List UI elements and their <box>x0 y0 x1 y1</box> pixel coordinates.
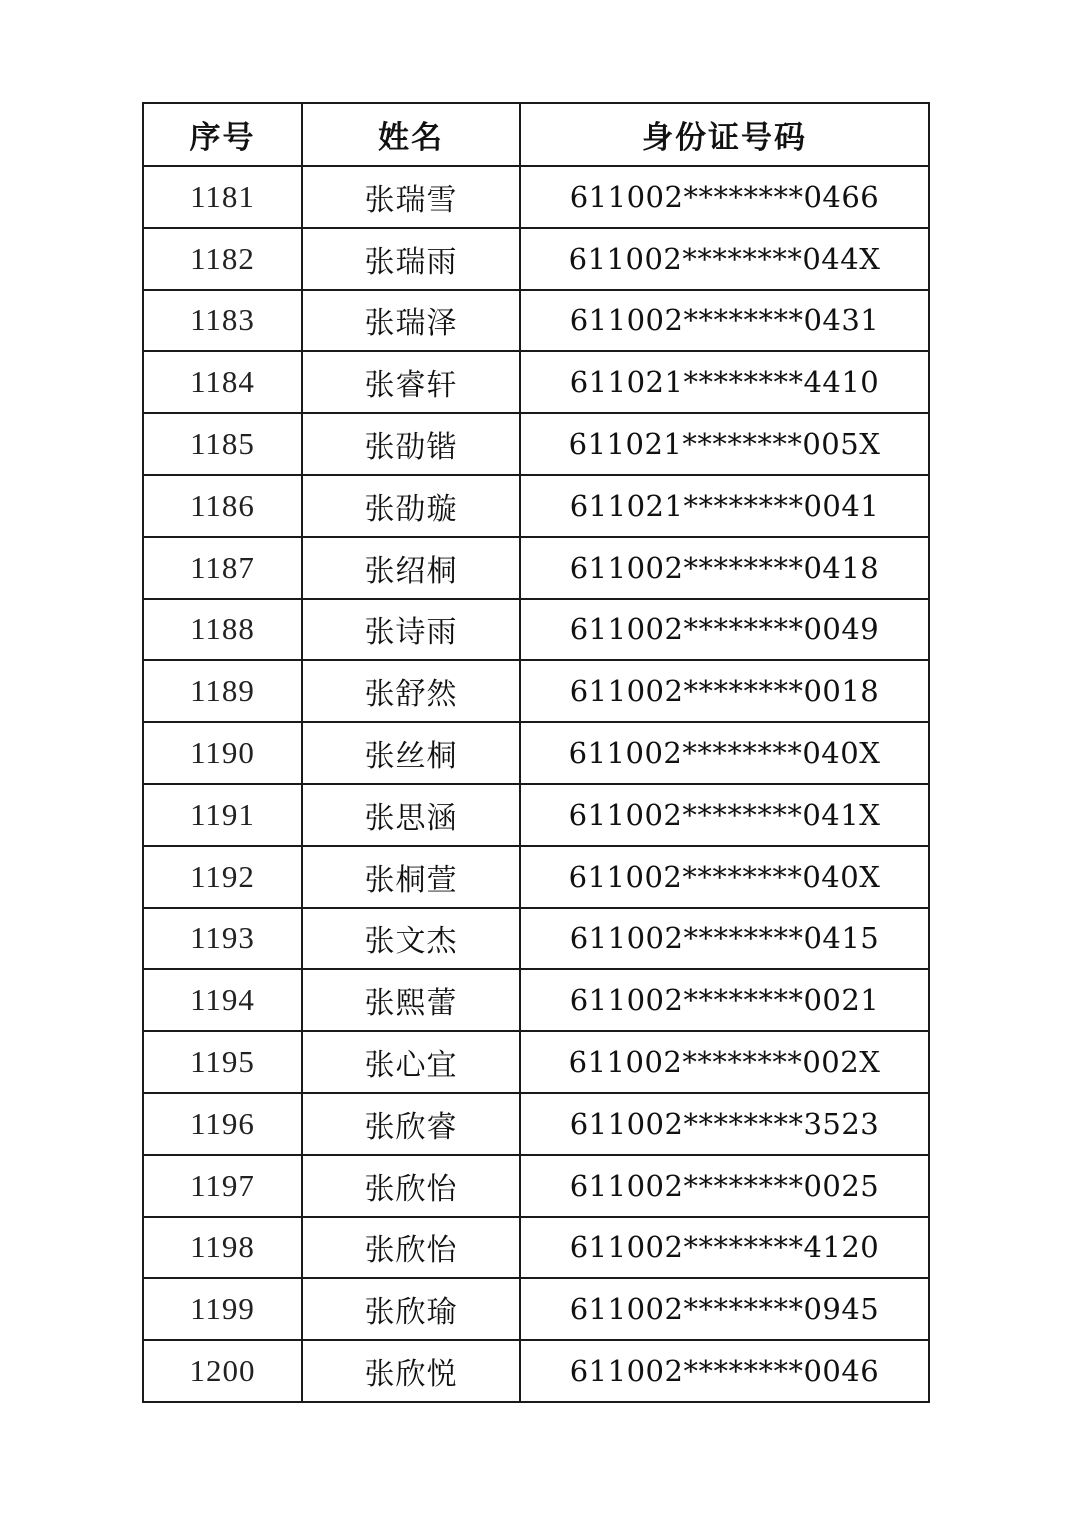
header-seq: 序号 <box>143 103 302 166</box>
table-row <box>143 290 929 352</box>
row-seq-cell: 1187 <box>143 537 302 599</box>
table-row <box>143 969 929 1031</box>
table-body <box>143 166 929 1402</box>
row-id-cell: 611002********0018 <box>520 660 929 722</box>
row-name-cell: 张文杰 <box>302 908 520 970</box>
row-id-cell: 611002********0466 <box>520 166 929 228</box>
row-id-cell: 611002********0415 <box>520 908 929 970</box>
row-id-cell: 611002********4120 <box>520 1217 929 1279</box>
row-name-cell: 张舒然 <box>302 660 520 722</box>
row-seq-cell: 1191 <box>143 784 302 846</box>
row-name-cell: 张诗雨 <box>302 599 520 661</box>
row-seq-cell: 1182 <box>143 228 302 290</box>
table-row <box>143 846 929 908</box>
row-name-cell: 张欣怡 <box>302 1217 520 1279</box>
table-row <box>143 475 929 537</box>
table-row <box>143 1093 929 1155</box>
row-seq-cell: 1194 <box>143 969 302 1031</box>
table-row <box>143 599 929 661</box>
row-id-cell: 611002********3523 <box>520 1093 929 1155</box>
row-name-cell: 张思涵 <box>302 784 520 846</box>
row-seq-cell: 1197 <box>143 1155 302 1217</box>
row-name-cell: 张欣悦 <box>302 1340 520 1402</box>
table-row <box>143 166 929 228</box>
row-seq-cell: 1183 <box>143 290 302 352</box>
row-name-cell: 张欣睿 <box>302 1093 520 1155</box>
row-seq-cell: 1200 <box>143 1340 302 1402</box>
table-row <box>143 351 929 413</box>
row-name-cell: 张桐萱 <box>302 846 520 908</box>
table-row <box>143 228 929 290</box>
row-id-cell: 611002********0021 <box>520 969 929 1031</box>
table-row <box>143 413 929 475</box>
table-row <box>143 660 929 722</box>
row-name-cell: 张睿轩 <box>302 351 520 413</box>
table-row <box>143 1278 929 1340</box>
row-id-cell: 611021********0041 <box>520 475 929 537</box>
row-name-cell: 张丝桐 <box>302 722 520 784</box>
table-row <box>143 1031 929 1093</box>
row-seq-cell: 1199 <box>143 1278 302 1340</box>
row-id-cell: 611002********002X <box>520 1031 929 1093</box>
row-seq-cell: 1190 <box>143 722 302 784</box>
row-seq-cell: 1195 <box>143 1031 302 1093</box>
table-row <box>143 908 929 970</box>
table-row <box>143 1340 929 1402</box>
row-id-cell: 611002********0431 <box>520 290 929 352</box>
row-id-cell: 611021********4410 <box>520 351 929 413</box>
row-id-cell: 611002********0945 <box>520 1278 929 1340</box>
table-row <box>143 1217 929 1279</box>
row-seq-cell: 1184 <box>143 351 302 413</box>
row-seq-cell: 1188 <box>143 599 302 661</box>
row-name-cell: 张心宜 <box>302 1031 520 1093</box>
row-seq-cell: 1192 <box>143 846 302 908</box>
row-name-cell: 张瑞泽 <box>302 290 520 352</box>
table-row <box>143 1155 929 1217</box>
header-id: 身份证号码 <box>520 103 929 166</box>
table-header <box>143 103 929 166</box>
row-id-cell: 611002********040X <box>520 722 929 784</box>
row-name-cell: 张绍桐 <box>302 537 520 599</box>
table-row <box>143 537 929 599</box>
row-seq-cell: 1181 <box>143 166 302 228</box>
row-name-cell: 张劭锴 <box>302 413 520 475</box>
row-name-cell: 张瑞雪 <box>302 166 520 228</box>
row-seq-cell: 1193 <box>143 908 302 970</box>
row-id-cell: 611002********0418 <box>520 537 929 599</box>
header-row <box>143 103 929 166</box>
row-id-cell: 611021********005X <box>520 413 929 475</box>
header-name: 姓名 <box>302 103 520 166</box>
row-name-cell: 张欣瑜 <box>302 1278 520 1340</box>
row-seq-cell: 1198 <box>143 1217 302 1279</box>
row-seq-cell: 1186 <box>143 475 302 537</box>
row-id-cell: 611002********044X <box>520 228 929 290</box>
row-seq-cell: 1196 <box>143 1093 302 1155</box>
row-id-cell: 611002********0049 <box>520 599 929 661</box>
table-row <box>143 722 929 784</box>
row-id-cell: 611002********040X <box>520 846 929 908</box>
row-seq-cell: 1185 <box>143 413 302 475</box>
table-row <box>143 784 929 846</box>
row-name-cell: 张欣怡 <box>302 1155 520 1217</box>
row-name-cell: 张劭璇 <box>302 475 520 537</box>
row-id-cell: 611002********0046 <box>520 1340 929 1402</box>
row-id-cell: 611002********0025 <box>520 1155 929 1217</box>
roster-table <box>142 102 930 1403</box>
row-seq-cell: 1189 <box>143 660 302 722</box>
row-name-cell: 张熙蕾 <box>302 969 520 1031</box>
row-id-cell: 611002********041X <box>520 784 929 846</box>
row-name-cell: 张瑞雨 <box>302 228 520 290</box>
